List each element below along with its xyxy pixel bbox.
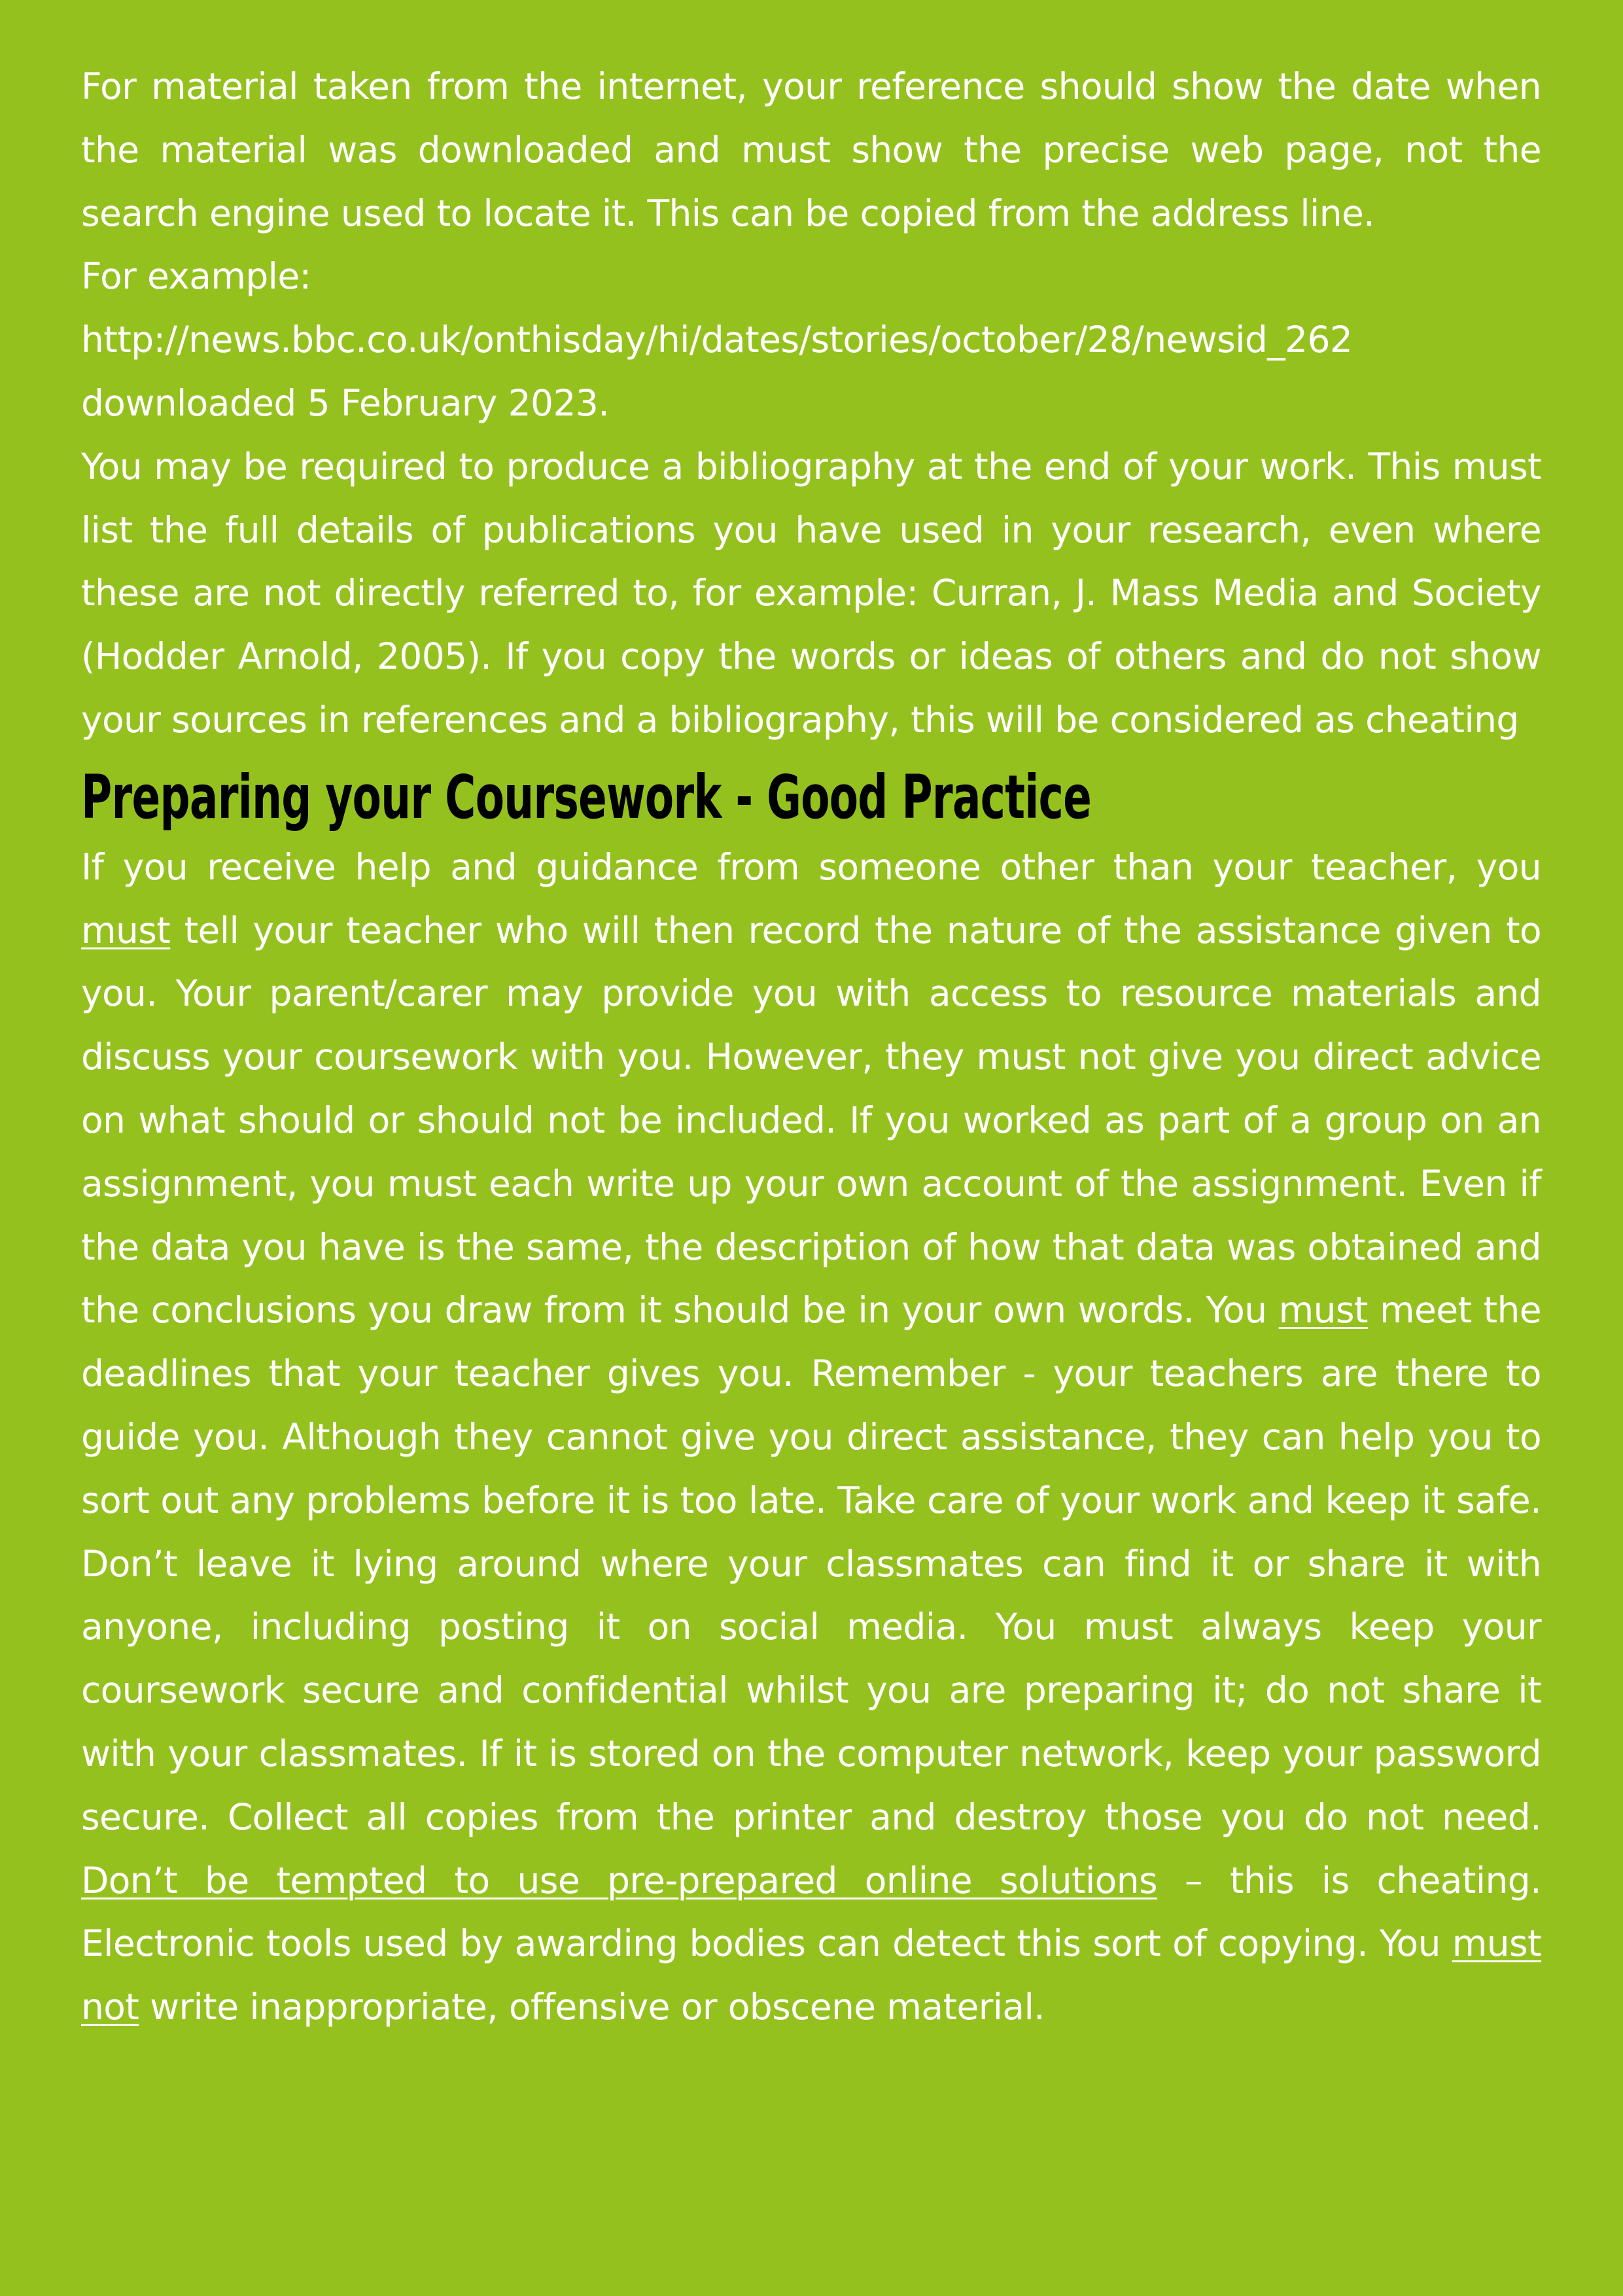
internet-reference-paragraph: For material taken from the internet, your reference should show the date when the material was downloaded and must show the precise web page, not the search engine used to locate it. This can be copied from the address line. bbox=[81, 65, 1541, 234]
emphasis-must-not: must not bbox=[81, 1922, 1541, 2028]
section-heading: Preparing your Coursework - Good Practice bbox=[81, 762, 1092, 832]
good-practice-text-part-5: write inappropriate, offensive or obscene material. bbox=[139, 1986, 1045, 2028]
bibliography-paragraph: You may be required to produce a bibliography at the end of your work. This must list the full details of publications you have used in your research, even where these are not directly referred to, for example: Curran, J. Mass Media and Society (Hodder Arnold, 2005). If you copy the words or ideas of others and do not show your sources in references and a bibliography, this will be considered as cheating bbox=[81, 445, 1541, 741]
example-downloaded-date: downloaded 5 February 2023. bbox=[81, 381, 610, 424]
example-url: http://news.bbc.co.uk/onthisday/hi/dates/stories/october/28/newsid_262 bbox=[81, 319, 1353, 361]
good-practice-paragraph bbox=[81, 836, 1541, 2039]
emphasis-must-2: must bbox=[1278, 1289, 1368, 1332]
emphasis-must-1: must bbox=[81, 909, 171, 951]
good-practice-text-part-2: tell your teacher who will then record the nature of the assistance given to you. Your parent/carer may provide you with access to resource materials and discuss your coursework with you. However, they must not give you direct advice on what should or should not be included. If you worked as part of a group on an assignment, you must each write up your own account of the assignment. Even if the data you have is the same, the description of how that data was obtained and the conclusions you draw from it should be in your own words. You bbox=[81, 909, 1541, 1332]
good-practice-text-part-1: If you receive help and guidance from someone other than your teacher, you bbox=[81, 845, 1541, 888]
example-label: For example: bbox=[81, 255, 311, 298]
emphasis-online-solutions: Don’t be tempted to use pre-prepared online solutions bbox=[81, 1859, 1158, 1901]
good-practice-text-part-4: – this is cheating. Electronic tools used by awarding bodies can detect this sort of copying. You bbox=[81, 1859, 1541, 1965]
good-practice-text-part-3: meet the deadlines that your teacher gives you. Remember - your teachers are there to guide you. Although they cannot give you direct assistance, they can help you to sort out any problems before it is too late. Take care of your work and keep it safe. Don’t leave it lying around where your classmates can find it or share it with anyone, including posting it on social media. You must always keep your coursework secure and confidential whilst you are preparing it; do not share it with your classmates. If it is stored on the computer network, keep your password secure. Collect all copies from the printer and destroy those you do not need. bbox=[81, 1289, 1541, 1838]
page-content bbox=[81, 55, 1541, 2039]
